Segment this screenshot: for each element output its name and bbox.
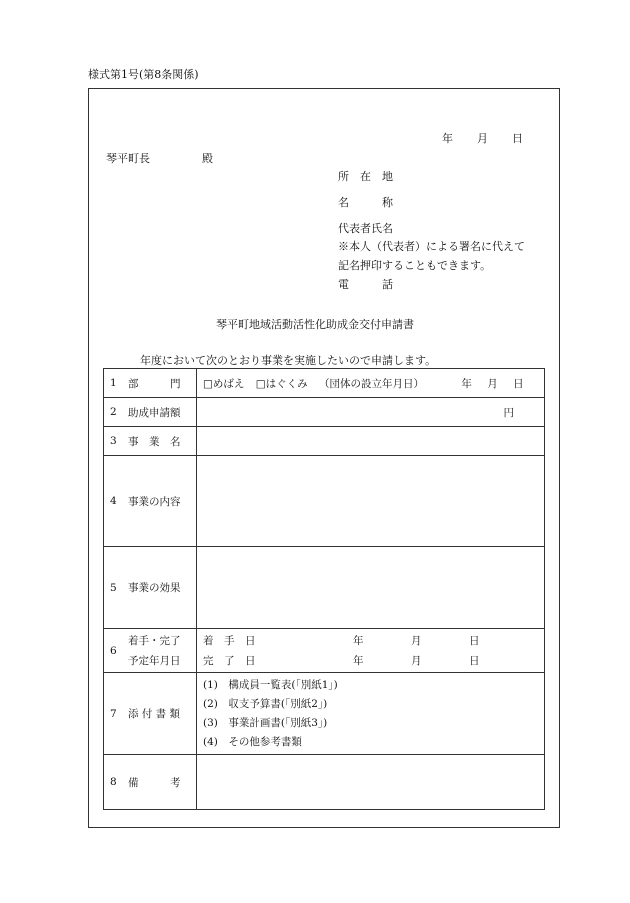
document-title: 琴平町地域活動活性化助成金交付申請書 xyxy=(216,318,414,331)
attachment-item: (3) 事業計画書(「別紙3」) xyxy=(203,716,328,729)
project-content-cell[interactable] xyxy=(197,456,545,547)
attachment-item: (1) 構成員一覧表(「別紙1」) xyxy=(203,678,338,691)
addressee-name: 琴平町長 xyxy=(106,152,150,165)
est-day: 日 xyxy=(513,377,524,390)
attachments-cell xyxy=(197,673,545,755)
signature-note-1: ※本人（代表者）による署名に代えて xyxy=(338,240,525,253)
row-label: 事業の内容 xyxy=(128,495,181,508)
est-month: 月 xyxy=(487,377,498,390)
date-day: 日 xyxy=(512,132,523,145)
project-effect-cell[interactable] xyxy=(197,547,545,629)
end-date-label: 完 了 日 xyxy=(203,654,256,667)
row-label-line1: 着手・完了 xyxy=(128,634,181,647)
row-number: 2 xyxy=(110,406,117,418)
row-label: 助成申請額 xyxy=(128,406,181,419)
date-month: 月 xyxy=(477,132,488,145)
application-table xyxy=(103,368,545,810)
row-label: 事 業 名 xyxy=(128,435,181,448)
applicant-rep-label: 代表者氏名 xyxy=(338,222,393,235)
category-cell[interactable] xyxy=(197,369,545,398)
row-label: 部 門 xyxy=(128,377,181,390)
schedule-cell[interactable] xyxy=(197,629,545,673)
row-project-name xyxy=(104,427,545,456)
date-year: 年 xyxy=(442,132,453,145)
intro-text: 年度において次のとおり事業を実施したいので申請します。 xyxy=(140,354,437,367)
start-day: 日 xyxy=(469,634,480,647)
row-label: 添 付 書 類 xyxy=(128,708,181,720)
row-number: 4 xyxy=(110,495,117,507)
checkbox-hagukumi[interactable]: □はぐくみ xyxy=(255,377,308,390)
row-label: 備 考 xyxy=(128,776,181,789)
row-number: 6 xyxy=(110,644,117,657)
row-label-line2: 予定年月日 xyxy=(128,654,181,667)
addressee xyxy=(106,150,213,166)
end-day: 日 xyxy=(469,654,480,667)
establishment-date-label: （団体の設立年月日） xyxy=(319,377,425,390)
est-year: 年 xyxy=(461,377,472,390)
row-number: 7 xyxy=(110,707,117,720)
signature-note-2: 記名押印することもできます。 xyxy=(338,259,492,272)
start-month: 月 xyxy=(411,634,422,647)
end-month: 月 xyxy=(411,654,422,667)
row-number: 1 xyxy=(110,377,117,389)
row-amount xyxy=(104,398,545,427)
attachment-item: (2) 収支予算書(「別紙2」) xyxy=(203,697,328,710)
applicant-address-label: 所 在 地 xyxy=(338,170,393,183)
addressee-honorific: 殿 xyxy=(202,152,213,165)
row-number: 3 xyxy=(110,435,117,447)
row-attachments xyxy=(104,673,545,755)
form-number: 様式第1号(第8条関係) xyxy=(88,68,199,81)
remarks-cell[interactable] xyxy=(197,755,545,810)
row-project-content xyxy=(104,456,545,547)
project-name-cell[interactable] xyxy=(197,427,545,456)
attachment-item: (4) その他参考書類 xyxy=(203,735,302,748)
applicant-phone-label: 電 話 xyxy=(338,278,393,291)
row-remarks xyxy=(104,755,545,810)
end-year: 年 xyxy=(353,654,364,667)
amount-cell[interactable] xyxy=(197,398,545,427)
yen-unit: 円 xyxy=(503,406,514,419)
start-date-label: 着 手 日 xyxy=(203,634,256,647)
row-project-effect xyxy=(104,547,545,629)
row-number: 5 xyxy=(110,581,117,594)
start-year: 年 xyxy=(353,634,364,647)
row-category xyxy=(104,369,545,398)
row-number: 8 xyxy=(110,776,117,788)
checkbox-mebae[interactable]: □めばえ xyxy=(203,377,245,390)
row-schedule xyxy=(104,629,545,673)
row-label: 事業の効果 xyxy=(128,582,181,594)
applicant-name-label: 名 称 xyxy=(338,196,393,209)
